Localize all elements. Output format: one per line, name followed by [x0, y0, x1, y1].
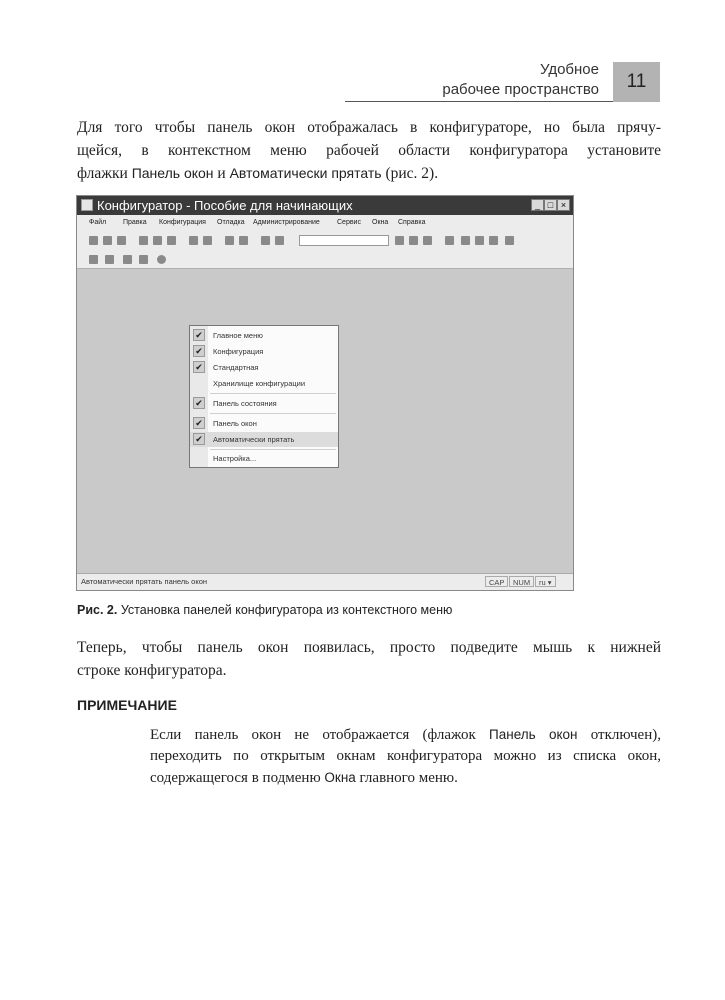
syntax-check-icon[interactable]: [445, 236, 454, 245]
compare-icon[interactable]: [123, 255, 132, 264]
check-icon: ✔: [193, 433, 205, 445]
menu-item-label: Панель окон: [213, 419, 257, 428]
text-run: и: [213, 165, 230, 182]
standard-toolbar: [77, 231, 573, 250]
menu-item-window-panel[interactable]: [190, 416, 338, 431]
note-line: [150, 767, 661, 789]
term-window-panel: Панель окон: [489, 727, 578, 742]
wizard-icon[interactable]: [461, 236, 470, 245]
note-line: [150, 724, 661, 746]
term-windows-menu: Окна: [324, 770, 356, 785]
check-icon: ✔: [193, 361, 205, 373]
note-line: переходить по открытым окнам конфигуратора можно из списка окон,: [150, 748, 661, 764]
paragraph-line: Теперь, чтобы панель окон появилась, просто подведите мышь к нижней: [77, 639, 661, 656]
redo-icon[interactable]: [239, 236, 248, 245]
run-debug-icon[interactable]: [157, 255, 166, 264]
find-next-icon[interactable]: [409, 236, 418, 245]
menu-help[interactable]: Справка: [398, 219, 426, 226]
status-cap: CAP: [485, 576, 508, 587]
template-icon[interactable]: [489, 236, 498, 245]
search-input[interactable]: [299, 235, 389, 246]
running-header-subsection: рабочее пространство: [442, 81, 599, 98]
paragraph-line: [77, 162, 661, 186]
configurator-window: [76, 195, 574, 591]
app-icon: [81, 199, 93, 211]
close-button[interactable]: ×: [557, 199, 570, 211]
menu-item-label: Главное меню: [213, 331, 263, 340]
running-header-section: Удобное: [539, 61, 599, 78]
term-window-panel: Панель окон: [131, 165, 214, 181]
menu-separator: [210, 413, 336, 414]
menu-administration[interactable]: Администрирование: [253, 219, 320, 226]
header-rule: [345, 101, 613, 102]
menu-item-settings[interactable]: [190, 451, 338, 466]
open-icon[interactable]: [103, 236, 112, 245]
preview-icon[interactable]: [203, 236, 212, 245]
menu-item-standard[interactable]: [190, 360, 338, 375]
text-run: Если панель окон не отображается (флажок: [150, 727, 490, 743]
menu-item-label: Хранилище конфигурации: [213, 379, 306, 388]
figure-caption-text: Установка панелей конфигуратора из контекстного меню: [117, 603, 453, 617]
menu-item-label: Панель состояния: [213, 399, 277, 408]
menu-configuration[interactable]: Конфигурация: [159, 219, 206, 226]
menu-item-repository[interactable]: [190, 376, 338, 391]
check-icon: ✔: [193, 417, 205, 429]
menu-item-configuration[interactable]: [190, 344, 338, 359]
menu-windows[interactable]: Окна: [372, 219, 389, 226]
configuration-toolbar: [77, 250, 573, 269]
paste-icon[interactable]: [167, 236, 176, 245]
menu-item-status-bar[interactable]: [190, 396, 338, 411]
undo-icon[interactable]: [225, 236, 234, 245]
status-bar: [77, 573, 573, 590]
menu-item-main-menu[interactable]: [190, 328, 338, 343]
paragraph-intro: [77, 117, 661, 186]
figure-label: Рис. 2.: [77, 603, 118, 617]
window-title: Конфигуратор - Пособие для начинающих: [97, 198, 353, 213]
save-icon[interactable]: [117, 236, 126, 245]
text-run: флажки: [77, 165, 132, 182]
menu-item-label: Настройка...: [213, 454, 257, 463]
menu-item-label: Конфигурация: [213, 347, 264, 356]
status-num: NUM: [509, 576, 534, 587]
page-number: 11: [613, 62, 660, 102]
menu-separator: [210, 393, 336, 394]
update-db-icon[interactable]: [105, 255, 114, 264]
menu-separator: [210, 449, 336, 450]
term-auto-hide: Автоматически прятать: [229, 165, 382, 181]
language-indicator[interactable]: ru ▾: [535, 576, 556, 587]
builder-icon[interactable]: [475, 236, 484, 245]
menu-item-label: Автоматически прятать: [213, 435, 295, 444]
open-config-icon[interactable]: [89, 255, 98, 264]
text-run: содержащегося в подменю: [150, 770, 325, 786]
check-icon: ✔: [193, 329, 205, 341]
new-icon[interactable]: [89, 236, 98, 245]
menu-item-label: Стандартная: [213, 363, 259, 372]
menu-bar: [77, 215, 573, 231]
config-window-icon[interactable]: [139, 255, 148, 264]
figure-caption: [77, 603, 452, 617]
menu-item-auto-hide[interactable]: [190, 432, 338, 447]
zoom-icon[interactable]: [275, 236, 284, 245]
menu-service[interactable]: Сервис: [337, 219, 361, 226]
print-icon[interactable]: [189, 236, 198, 245]
copy-icon[interactable]: [153, 236, 162, 245]
check-icon: ✔: [193, 345, 205, 357]
menu-file[interactable]: Файл: [89, 219, 107, 226]
text-run: главного меню.: [355, 770, 458, 786]
paragraph-line: Для того чтобы панель окон отображалась в конфигураторе, но была прячу-: [77, 119, 661, 136]
note-heading: ПРИМЕЧАНИЕ: [77, 697, 177, 713]
note-body: [150, 724, 661, 789]
check-icon: ✔: [193, 397, 205, 409]
title-bar[interactable]: [77, 196, 573, 215]
text-run: (рис. 2).: [381, 165, 439, 182]
clear-search-icon[interactable]: [395, 236, 404, 245]
find-prev-icon[interactable]: [423, 236, 432, 245]
minimize-button[interactable]: _: [531, 199, 544, 211]
menu-edit[interactable]: Правка: [123, 219, 147, 226]
cut-icon[interactable]: [139, 236, 148, 245]
paragraph-line: строке конфигуратора.: [77, 661, 227, 679]
maximize-button[interactable]: □: [544, 199, 557, 211]
context-menu: [189, 325, 339, 468]
find-icon[interactable]: [261, 236, 270, 245]
menu-debug[interactable]: Отладка: [217, 219, 245, 226]
text-run: отключен),: [577, 727, 661, 743]
info-icon[interactable]: [505, 236, 514, 245]
paragraph-line: щейся, в контекстном меню рабочей области конфигуратора установите: [77, 141, 661, 159]
status-message: Автоматически прятать панель окон: [81, 577, 208, 586]
paragraph-hint: [77, 637, 661, 682]
